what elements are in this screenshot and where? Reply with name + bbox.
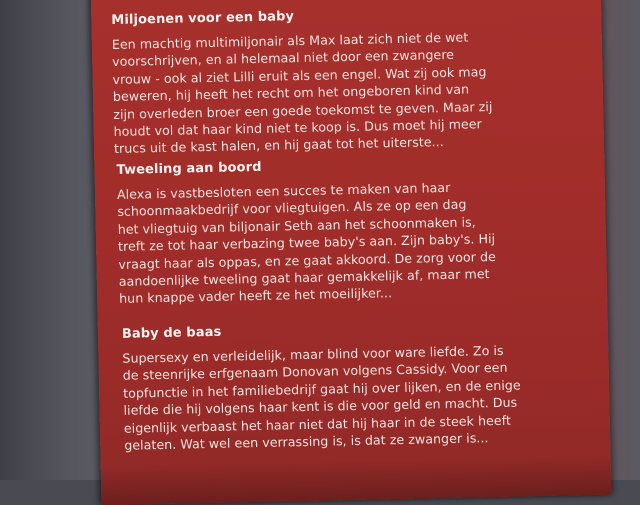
book-back-cover bbox=[91, 0, 612, 505]
text-line: vrouw - ook al ziet Lilli eruit als een engel. Wat zij ook mag bbox=[112, 63, 487, 87]
blurb-section-2 bbox=[116, 153, 589, 308]
text-line: liefde die hij volgens haar kent is die voor geld en macht. Dus bbox=[123, 394, 518, 419]
blurb-section-3 bbox=[122, 317, 595, 454]
text-line: treft ze tot haar verbazing twee baby's aan. Zijn baby's. Hij bbox=[117, 231, 496, 255]
blurb-section-1 bbox=[111, 3, 584, 158]
blurb-text-block bbox=[111, 3, 591, 453]
text-line: gelaten. Wat wel een verrassing is, is dat ze zwanger is... bbox=[124, 430, 489, 453]
section-body bbox=[117, 176, 589, 308]
text-line: trucs uit de kast halen, en hij gaat tot het uiterste... bbox=[113, 134, 444, 157]
text-line: vraagt haar als oppas, en ze gaat akkoord. De zorg voor de bbox=[118, 248, 496, 272]
text-line: Een machtig multimiljonair als Max laat zich niet de wet bbox=[111, 29, 469, 52]
section-body bbox=[112, 26, 584, 158]
text-line: topfunctie in het familiebedrijf gaat hij over lijken, en de enige bbox=[122, 377, 521, 401]
section-title: Tweeling aan boord bbox=[116, 159, 262, 178]
section-body bbox=[122, 340, 594, 454]
text-line: Supersexy en verleidelijk, maar blind voor ware liefde. Zo is bbox=[122, 342, 504, 366]
section-title: Miljoenen voor een baby bbox=[111, 9, 295, 28]
text-line: Alexa is vastbesloten een succes te maken van haar bbox=[116, 179, 451, 202]
text-line: schoonmaakbedrijf voor vliegtuigen. Als ze op een dag bbox=[117, 196, 467, 220]
text-line: aandoenlijke tweeling gaat haar gemakkelijk af, maar met bbox=[118, 266, 490, 289]
text-line: beweren, hij heeft het recht om het ongeboren kind van bbox=[112, 81, 470, 105]
text-line: de steenrijke erfgenaam Donovan volgens Cassidy. Voor een bbox=[122, 360, 508, 384]
text-line: voorschrijven, en al helemaal niet door een zwangere bbox=[112, 47, 455, 70]
text-line: eigenlijk verbaast het haar niet dat hij haar in de steek heeft bbox=[123, 412, 512, 436]
text-line: het vliegtuig van biljonair Seth aan het schoonmaken is, bbox=[117, 214, 476, 237]
section-title: Baby de baas bbox=[121, 324, 222, 342]
text-line: houdt vol dat haar kind niet te koop is. Dus moet hij meer bbox=[113, 116, 482, 139]
text-line: zijn overleden broer een goede toekomst te geven. Maar zij bbox=[113, 98, 493, 122]
text-line: hun knappe vader heeft ze het moeilijker... bbox=[119, 285, 393, 307]
